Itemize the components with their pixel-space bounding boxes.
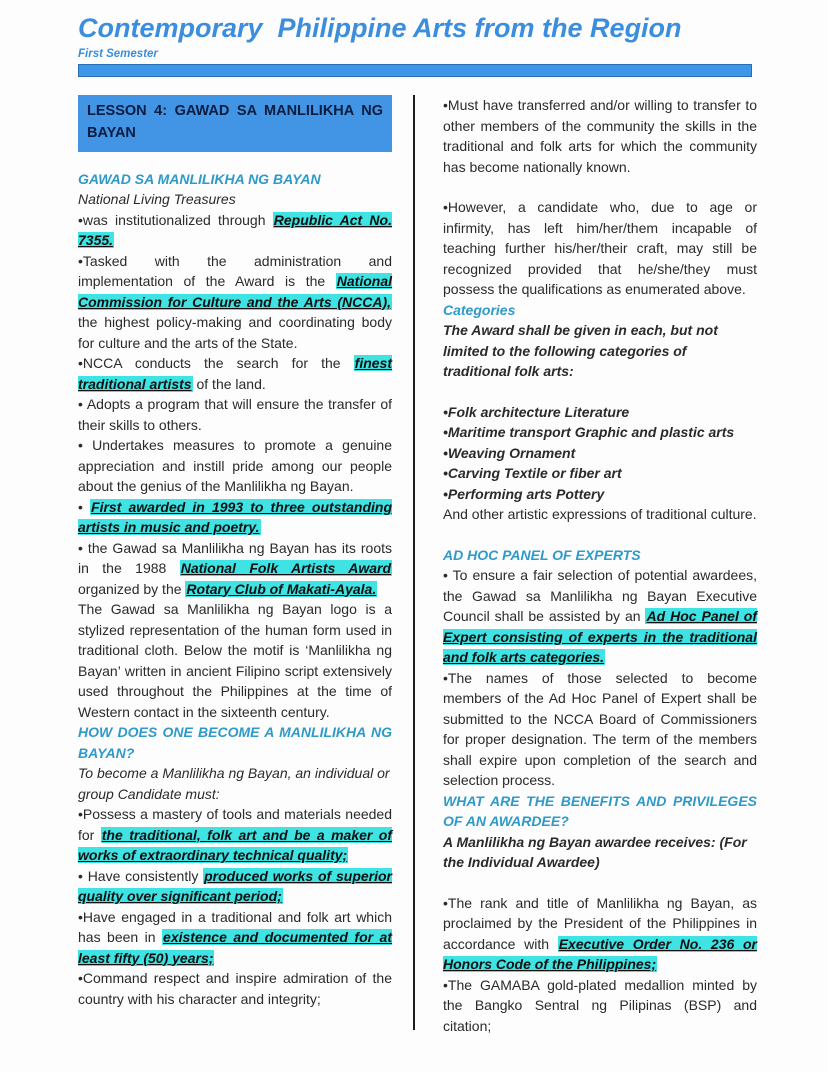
text-run: A Manlilikha ng Bayan awardee receives: (For the Individual Awardee) xyxy=(443,833,747,870)
paragraph xyxy=(78,394,392,435)
highlighted-text: National Commission for Culture and the Arts (NCCA), xyxy=(78,273,392,310)
text-run: AD HOC PANEL OF EXPERTS xyxy=(443,546,641,563)
paragraph xyxy=(78,353,392,394)
highlighted-text: Executive Order No. 236 or Honors Code of the Philippines; xyxy=(443,935,757,972)
text-run: •NCCA conducts the search for the xyxy=(78,355,354,371)
spacer xyxy=(443,177,757,197)
text-run: • Adopts a program that will ensure the transfer of their skills to others. xyxy=(78,396,392,433)
text-run: •The names of those selected to become members of the Ad Hoc Panel of Expert shall be submitted to the NCCA Board of Commissioners for proper designation. The term of the members shall expire upon completion of the search and selection process. xyxy=(443,669,757,788)
highlighted-text: National Folk Artists Award xyxy=(180,560,391,576)
text-run: •was institutionalized through xyxy=(78,211,273,228)
text-run: •Must have transferred and/or willing to transfer to other members of the community the skills in the traditional and folk arts for which the community has become nationally known. xyxy=(443,97,757,175)
paragraph xyxy=(78,866,392,907)
text-run: •The rank and title of Manlilikha ng Bayan, as proclaimed by the President of the Philippines in accordance with xyxy=(443,894,757,952)
highlighted-text: First awarded in 1993 to three outstanding artists in music and poetry. xyxy=(78,498,393,535)
text-run: •Have engaged in a traditional and folk art which has been in xyxy=(78,908,392,945)
text-run: •Maritime transport Graphic and plastic arts xyxy=(443,424,735,440)
text-run: • the Gawad sa Manlilikha ng Bayan has its roots in the 1988 xyxy=(78,539,392,576)
paragraph xyxy=(443,320,757,382)
text-run: National Living Treasures xyxy=(78,191,236,207)
text-run: •Command respect and inspire admiration of the country with his character and integrity; xyxy=(78,970,392,1007)
text-run: GAWAD SA MANLILIKHA NG BAYAN xyxy=(78,170,321,187)
paragraph xyxy=(443,975,757,1037)
section-heading xyxy=(78,722,392,763)
page-subtitle: First Semester xyxy=(78,48,158,61)
highlighted-text: finest traditional artists xyxy=(78,355,392,392)
document-header xyxy=(78,12,752,77)
section-heading xyxy=(443,545,757,566)
text-run: •Carving Textile or fiber art xyxy=(443,465,622,481)
paragraph xyxy=(443,463,757,484)
text-run: The Gawad sa Manlilikha ng Bayan logo is a stylized representation of the human form used in traditional cloth. Below the motif is ‘Manlilikha ng Bayan’ written in ancient Filipino script extensively used throughout the Philippines at the time of Western contact in the sixteenth century. xyxy=(78,601,392,720)
highlighted-text: Republic Act No. 7355. xyxy=(78,211,392,248)
paragraph xyxy=(443,565,757,668)
text-run: the highest policy-making and coordinating body for culture and the arts of the State. xyxy=(78,314,392,351)
paragraph xyxy=(78,804,392,866)
paragraph xyxy=(443,402,757,423)
paragraph xyxy=(443,504,757,525)
left-column-text xyxy=(78,169,392,1010)
spacer xyxy=(443,382,757,402)
paragraph xyxy=(78,968,392,1009)
text-run: organized by the xyxy=(78,580,186,597)
paragraph xyxy=(78,251,392,354)
text-run: • To ensure a fair selection of potential awardees, the Gawad sa Manlilikha ng Bayan Executive Council shall be assisted by an xyxy=(443,567,757,624)
section-heading xyxy=(78,169,392,190)
paragraph xyxy=(78,210,392,251)
paragraph xyxy=(78,538,392,600)
spacer xyxy=(443,525,757,545)
paragraph xyxy=(78,435,392,497)
text-run: •However, a candidate who, due to age or infirmity, has left him/her/them incapable of teaching further his/her/their craft, may still be recognized provided that he/she/they must possess the qualifications as enumerated above. xyxy=(443,199,757,297)
text-run: •Performing arts Pottery xyxy=(443,485,605,502)
page-title: Contemporary Philippine Arts from the Region xyxy=(78,13,682,43)
paragraph xyxy=(443,95,757,177)
text-run: The Award shall be given in each, but not limited to the following categories of traditional folk arts: xyxy=(443,322,718,379)
text-run: •Tasked with the administration and implementation of the Award is the xyxy=(78,252,392,289)
paragraph xyxy=(443,443,757,464)
column-divider xyxy=(413,95,415,1030)
text-run: •Folk architecture Literature xyxy=(443,403,630,420)
text-run: • Have consistently xyxy=(78,867,204,884)
paragraph xyxy=(78,189,392,210)
text-run: • xyxy=(78,498,91,515)
section-heading xyxy=(443,791,757,832)
paragraph xyxy=(78,907,392,969)
right-column xyxy=(443,95,757,1036)
highlighted-text: existence and documented for at least fifty (50) years; xyxy=(78,929,392,966)
highlighted-text: Rotary Club of Makati-Ayala. xyxy=(186,580,377,597)
highlighted-text: Ad Hoc Panel of Expert consisting of experts in the traditional and folk arts categories. xyxy=(443,608,757,665)
paragraph xyxy=(443,893,757,975)
paragraph xyxy=(443,668,757,791)
paragraph xyxy=(443,197,757,300)
highlighted-text: the traditional, folk art and be a maker of works of extraordinary technical quality; xyxy=(78,826,392,863)
text-run: •Weaving Ornament xyxy=(443,444,576,461)
left-column xyxy=(78,95,392,1009)
header-rule xyxy=(78,64,752,77)
highlighted-text: produced works of superior quality over significant period; xyxy=(78,867,392,904)
paragraph xyxy=(443,422,757,443)
text-run: • Undertakes measures to promote a genuine appreciation and instill pride among our people about the genius of the Manlilikha ng Bayan. xyxy=(78,437,392,494)
paragraph xyxy=(443,484,757,505)
text-run: Categories xyxy=(443,301,516,318)
paragraph xyxy=(78,763,392,804)
text-run: WHAT ARE THE BENEFITS AND PRIVILEGES OF AN AWARDEE? xyxy=(443,792,757,829)
paragraph xyxy=(443,832,757,873)
paragraph xyxy=(78,599,392,722)
lesson-banner: LESSON 4: GAWAD SA MANLILIKHA NG BAYAN xyxy=(78,95,392,152)
text-run: And other artistic expressions of traditional culture. xyxy=(443,506,757,522)
section-heading xyxy=(443,300,757,321)
text-run: of the land. xyxy=(192,375,266,392)
text-run: To become a Manlilikha ng Bayan, an individual or group Candidate must: xyxy=(78,765,390,802)
paragraph xyxy=(78,497,392,538)
text-run: •The GAMABA gold-plated medallion minted by the Bangko Sentral ng Pilipinas (BSP) and citation; xyxy=(443,976,757,1034)
spacer xyxy=(443,873,757,893)
text-run: •Possess a mastery of tools and materials needed for xyxy=(78,806,392,843)
text-run: HOW DOES ONE BECOME A MANLILIKHA NG BAYAN? xyxy=(78,724,392,761)
